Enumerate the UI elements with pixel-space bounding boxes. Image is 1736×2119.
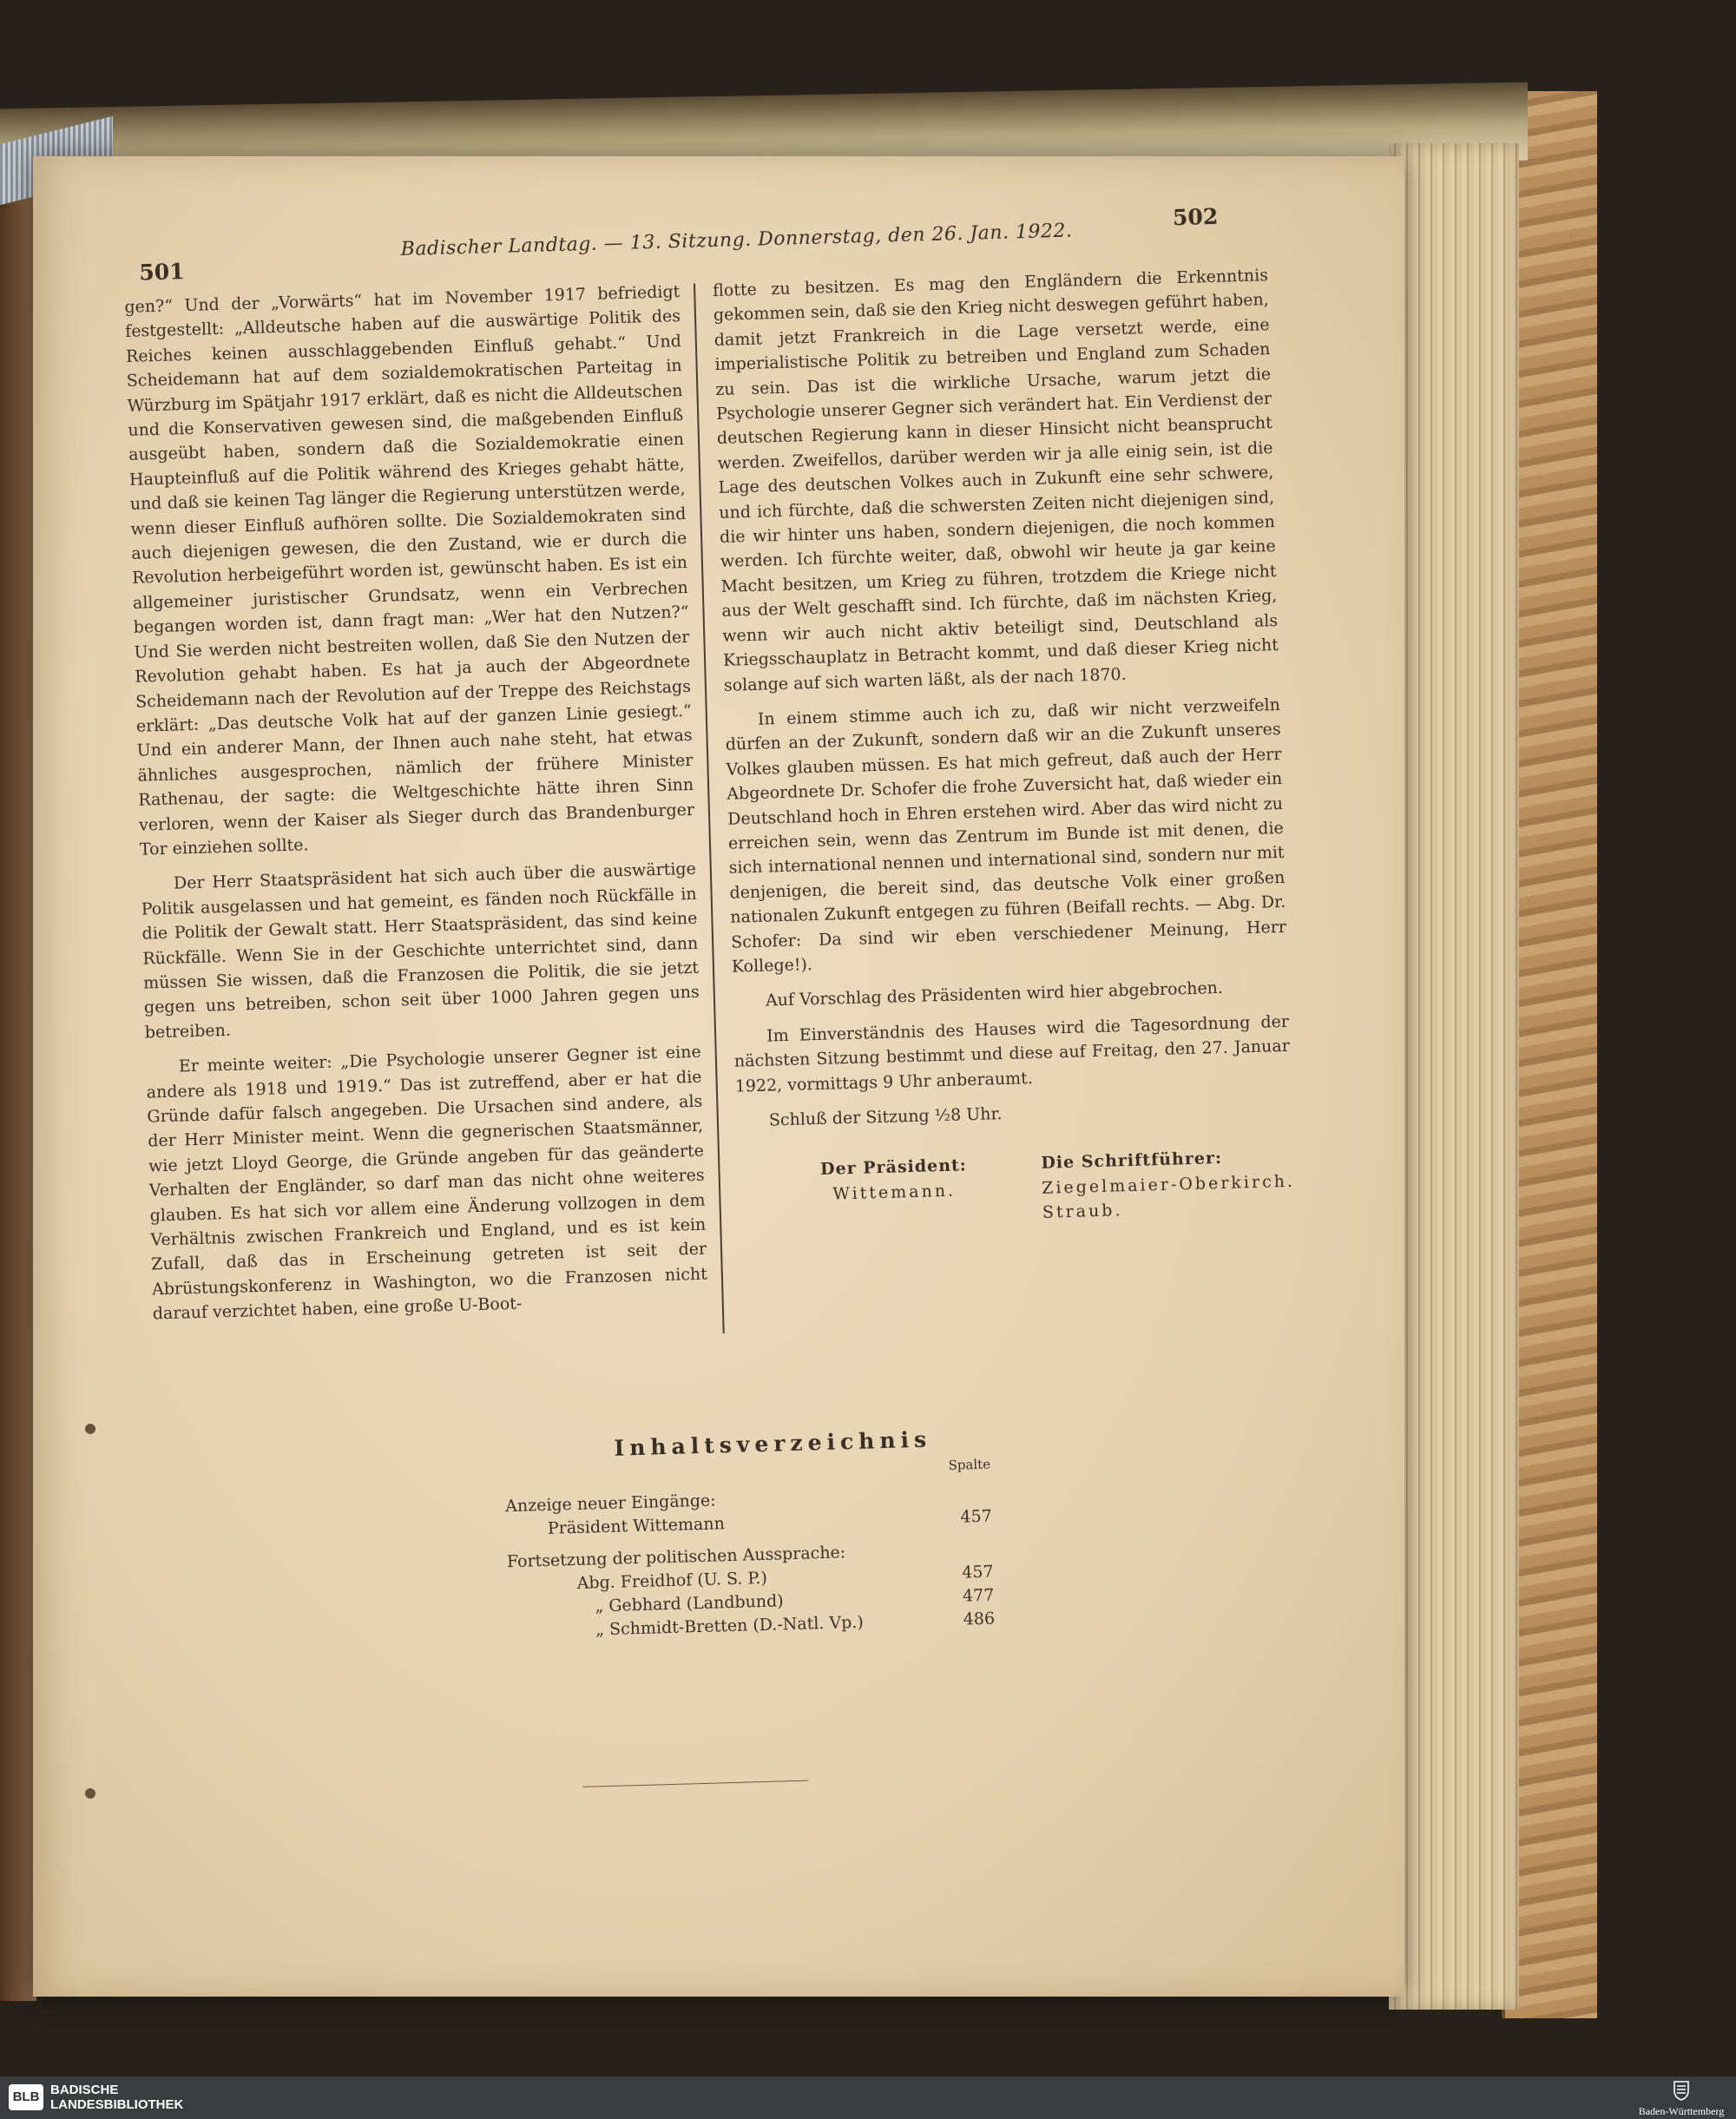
table-of-contents [503,1426,995,1645]
running-head: Badischer Landtag. — 13. Sitzung. Donnerstag, den 26. Jan. 1922. [400,220,1073,261]
library-name[interactable] [50,2083,183,2112]
coat-of-arms-icon [1673,2080,1690,2101]
secretary-name: Straub. [1042,1201,1123,1223]
book-spine [0,178,36,2001]
library-name-line: BADISCHE [50,2083,119,2097]
paragraph: Der Herr Staatspräsident hat sich auch über die auswärtige Politik ausgelassen und hat gemeint, es fänden noch Rückfälle in die Politik der Gewalt statt. Herr Staatspräsident, das sind keine Rückfälle. Wenn Sie in der Geschichte unterrichtet sind, dann müssen Sie wissen, daß die Franzosen die Politik, die sie jetzt gegen uns betreiben, schon seit über 1000 Jahren gegen uns betreiben. [141,859,700,1043]
toc-entry: Anzeige neuer Eingänge: [504,1491,716,1517]
president-name: Wittemann. [832,1181,957,1204]
paragraph: Er meinte weiter: „Die Psychologie unserer Gegner ist eine andere als 1918 und 1919.“ Das ist zutreffend, aber er hat die Gründe dafür falsch angegeben. Die Ursachen sind andere, als der Herr Minister meint. Wenn die gegnerischen Staatsmänner, wie jetzt Lloyd George, die Gründe angeben für das geänderte Verhalten der Engländer, so darf man das nicht ohne weiteres glauben. Es hat sich vor allem eine Änderung vollzogen in dem Verhältnis zwischen Frankreich und England, und es ist kein Zufall, daß das in Erscheinung getreten ist seit der Abrüstungskonferenz in Washington, wo die Franzosen nicht darauf verzichtet haben, eine große U-Boot- [146,1042,708,1324]
paragraph: flotte zu besitzen. Es mag den Engländern die Erkenntnis gekommen sein, daß sie den Krieg nicht deswegen geführt haben, damit jetzt Frankreich in die Lage versetzt werde, eine imperialistische Politik zu betreiben und England zum Schaden zu sein. Das ist die wirkliche Ursache, warum jetzt die Psychologie unserer Gegner sich verändert hat. Ein Verdienst der deutschen Regierung kann in dieser Hinsicht nicht beansprucht werden. Zweifellos, darüber werden wir ja alle einig sein, ist die Lage des deutschen Volkes auch in Zukunft eine sehr schwere, und ich fürchte, daß die schwersten Zeiten nicht diejenigen sind, die wir hinter uns haben, sondern diejenigen, die noch kommen werden. Ich fürchte weiter, daß, obwohl wir heute ja gar keine Macht besitzen, um Krieg zu führen, trotzdem die Kriege nicht aus der Welt geschafft sind. Ich fürchte, daß im nächsten Krieg, wenn wir auch nicht aktiv beteiligt sind, Deutschland als Kriegsschauplatz in Betracht kommt, und daß dieser Krieg nicht solange auf sich warten läßt, als der nach 1870. [712,266,1279,695]
toc-entry: „ Gebhard (Landbund) [595,1591,784,1616]
toc-entry: „ Schmidt-Bretten (D.-Natl. Vp.) [595,1612,865,1640]
blb-logo[interactable]: BLB [9,2084,43,2110]
page-stack-edge [1389,143,1519,2010]
toc-page: 457 [961,1562,994,1583]
state-logo[interactable] [1634,2080,1729,2118]
page-number-right: 502 [1172,203,1219,231]
page-content [122,167,1345,1761]
procedural-note: Im Einverständnis des Hauses wird die Tagesordnung der nächsten Sitzung bestimmt und diese auf Freitag, den 27. Januar 1922, vormittags 9 Uhr anberaumt. [733,1011,1291,1096]
signature-block [737,1144,1294,1238]
toc-page: 457 [960,1506,993,1527]
closing-note: Schluß der Sitzung ½8 Uhr. [768,1104,1003,1130]
binding-hole [85,1424,95,1434]
secretaries-signature [1041,1144,1303,1226]
toc-entry: Präsident Wittemann [547,1514,726,1538]
president-signature [798,1153,990,1208]
president-title: Der Präsident: [819,1155,968,1180]
library-name-line: LANDESBIBLIOTHEK [50,2097,184,2112]
paragraph: In einem stimme auch ich zu, daß wir nicht verzweifeln dürfen an der Zukunft, sondern daß wir an die Zukunft unseres Volkes glauben müssen. Es hat mich gefreut, daß auch der Herr Abgeordnete Dr. Schofer die frohe Zuversicht hat, daß wieder ein Deutschland hoch in Ehren erstehen wird. Aber das wird nicht zu erreichen sein, wenn das Zentrum im Bunde ist mit denen, die sich international nennen und international sind, sondern nur mit denjenigen, die bereit sind, das deutsche Volk einer großen nationalen Zukunft entgegen zu führen (Beifall rechts. — Abg. Dr. Schofer: Da sind wir eben verschiedener Meinung, Herr Kollege!). [725,694,1287,977]
toc-entry: Abg. Freidhof (U. S. P.) [576,1568,768,1593]
secretary-name: Ziegelmaier-Oberkirch. [1041,1171,1296,1198]
toc-page: 486 [963,1609,996,1629]
viewer-footer [0,2076,1736,2119]
toc-title: Inhaltsverzeichnis [614,1426,932,1461]
procedural-note: Auf Vorschlag des Präsidenten wird hier abgebrochen. [765,978,1224,1011]
page-number-left: 501 [138,259,185,286]
secretaries-title: Die Schriftführer: [1041,1148,1223,1174]
paragraph: gen?“ Und der „Vorwärts“ hat im November 1917 befriedigt festgestellt: „Alldeutsche haben auf die auswärtige Politik des Reiches keinen ausschlaggebenden Einfluß gehabt.“ Und Scheidemann hat auf dem sozialdemokratischen Parteitag in Würzburg im Spätjahr 1917 erklärt, daß es nicht die Alldeutschen und die Konservativen gewesen sind, die maßgebenden Einfluß ausgeübt haben, sondern daß die Sozialdemokratie einen Haupteinfluß auf die Politik während des Krieges gehabt hätte, und daß sie keinen Tag länger die Regierung unterstützen werde, wenn dieser Einfluß aufhören sollte. Die Sozialdemokraten sind auch diejenigen gewesen, die den Zustand, wie er durch die Revolution herbeigeführt worden ist, gewünscht haben. Es ist ein allgemeiner juristischer Grundsatz, wenn ein Verbrechen begangen worden ist, dann fragt man: „Wer hat den Nutzen?“ Und Sie werden nicht bestreiten wollen, daß Sie den Nutzen der Revolution gehabt haben. Es hat ja auch der Abgeordnete Scheidemann nach der Revolution auf der Treppe des Reichstags erklärt: „Das deutsche Volk hat auf der ganzen Linie gesiegt.“ Und ein anderer Mann, der Ihnen auch nahe steht, hat etwas ähnliches ausgesprochen, nämlich der frühere Minister Rathenau, der sagte: die Weltgeschichte hätte ihren Sinn verloren, wenn der Kaiser als Sieger durch das Brandenburger Tor einziehen sollte. [124,282,695,859]
toc-column-label: Spalte [948,1456,991,1473]
left-column [124,280,708,1337]
binding-hole [85,1788,95,1799]
toc-page: 477 [962,1585,995,1606]
state-name: Baden-Württemberg [1638,2105,1725,2117]
page-header [122,193,1304,286]
right-column [713,263,1295,1238]
toc-entry: Fortsetzung der politischen Aussprache: [506,1543,846,1572]
